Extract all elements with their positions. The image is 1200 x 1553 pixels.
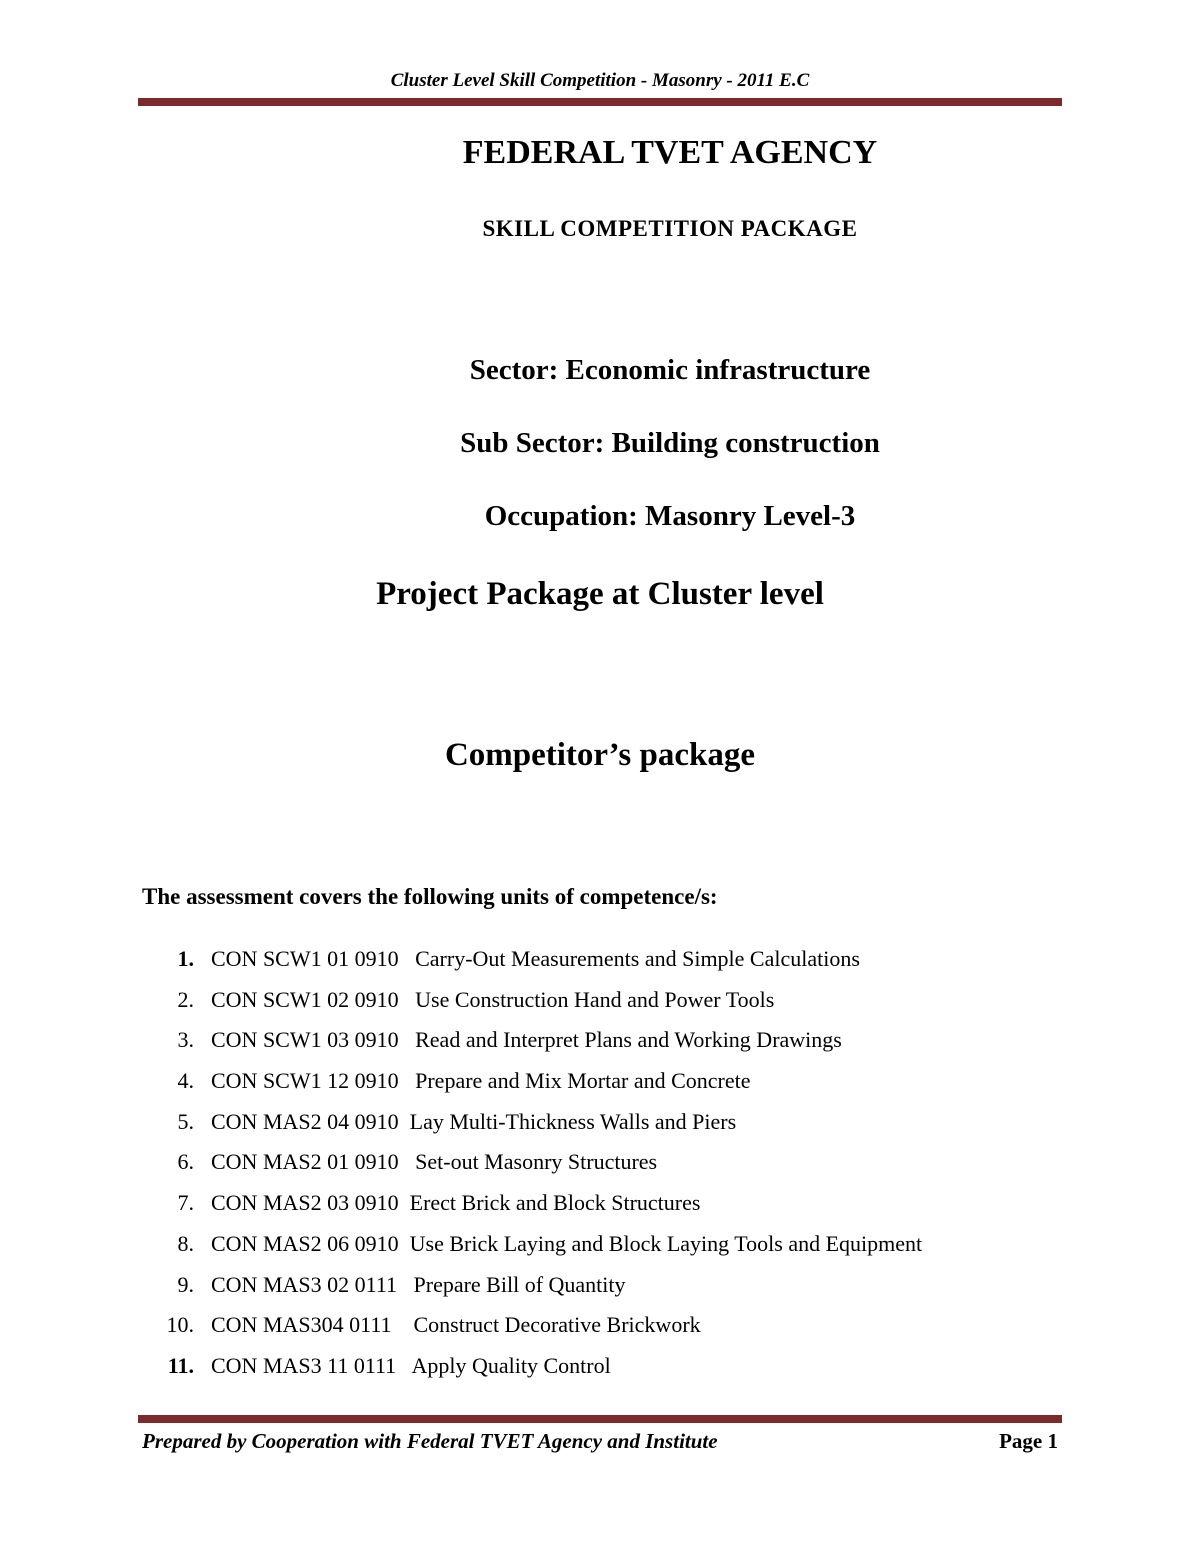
list-item-text: CON SCW1 03 0910 Read and Interpret Plans and Working Drawings xyxy=(211,1027,842,1053)
header-rule xyxy=(138,98,1062,106)
list-item-text: CON SCW1 01 0910 Carry-Out Measurements and Simple Calculations xyxy=(211,946,860,971)
list-item-number: 8. xyxy=(177,1230,194,1256)
sector-line: Sector: Economic infrastructure xyxy=(469,354,871,386)
page-number: Page 1 xyxy=(999,1429,1058,1453)
running-footer: Prepared by Cooperation with Federal TVET Agency and Institute xyxy=(142,1429,718,1453)
agency-title: FEDERAL TVET AGENCY xyxy=(462,134,878,171)
list-item-number: 11. xyxy=(167,1352,194,1378)
list-item-text: CON MAS304 0111 Construct Decorative Brickwork xyxy=(211,1312,701,1338)
assessment-intro: The assessment covers the following units of competence/s: xyxy=(142,884,718,909)
project-heading: Project Package at Cluster level xyxy=(376,576,824,612)
occupation-line: Occupation: Masonry Level-3 xyxy=(484,500,856,532)
list-item-text: CON SCW1 12 0910 Prepare and Mix Mortar and Concrete xyxy=(211,1068,751,1094)
list-item-number: 10. xyxy=(166,1312,194,1338)
list-item-number: 7. xyxy=(177,1190,194,1216)
list-item-text: CON MAS3 02 0111 Prepare Bill of Quantity xyxy=(211,1271,626,1297)
list-item-text: CON MAS2 04 0910 Lay Multi-Thickness Walls and Piers xyxy=(211,1108,737,1134)
sub-sector-line: Sub Sector: Building construction xyxy=(460,427,880,459)
footer-rule xyxy=(138,1415,1062,1423)
list-item-text: CON MAS2 01 0910 Set-out Masonry Structures xyxy=(211,1149,658,1175)
list-item-number: 5. xyxy=(177,1108,194,1134)
competitor-heading: Competitor’s package xyxy=(444,737,756,773)
running-header: Cluster Level Skill Competition - Masonry - 2011 E.C xyxy=(390,70,810,91)
list-item-number: 6. xyxy=(177,1149,194,1175)
list-item-number: 4. xyxy=(177,1068,194,1094)
list-item-number: 2. xyxy=(177,986,194,1012)
list-item-number: 9. xyxy=(177,1271,194,1297)
list-item-text: CON MAS2 03 0910 Erect Brick and Block Structures xyxy=(211,1190,701,1216)
list-item-number: 3. xyxy=(177,1027,194,1053)
list-item-number: 1. xyxy=(177,946,194,971)
list-item-text: CON MAS3 11 0111 Apply Quality Control xyxy=(211,1352,611,1378)
package-title: SKILL COMPETITION PACKAGE xyxy=(482,216,858,241)
list-item-text: CON MAS2 06 0910 Use Brick Laying and Block Laying Tools and Equipment xyxy=(211,1230,923,1256)
list-item-text: CON SCW1 02 0910 Use Construction Hand and Power Tools xyxy=(211,986,775,1012)
